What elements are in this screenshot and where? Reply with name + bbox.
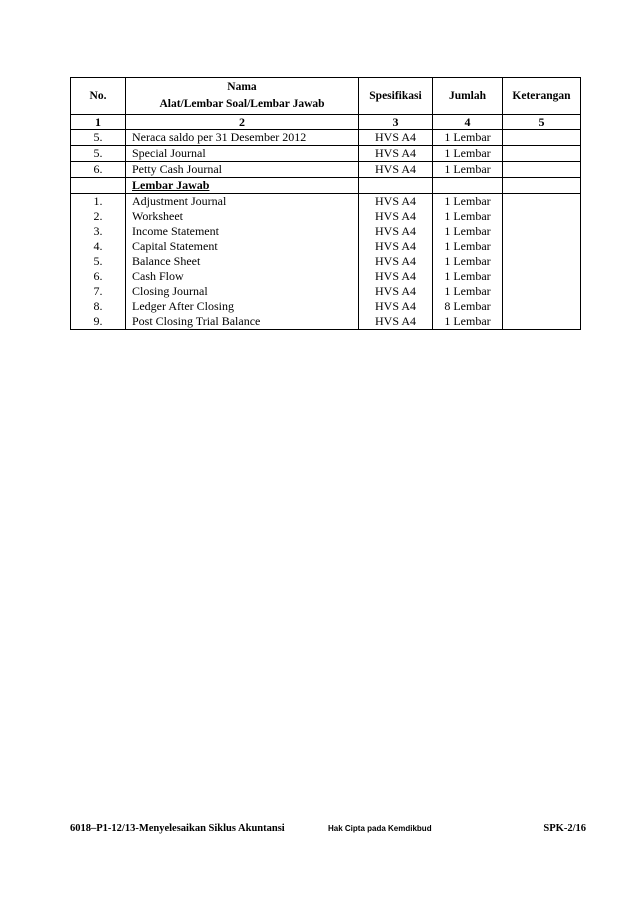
row-spec: HVS A4 bbox=[359, 299, 433, 314]
row-name: Closing Journal bbox=[126, 284, 359, 299]
row-no: 4. bbox=[71, 239, 126, 254]
header-no: No. bbox=[71, 78, 126, 115]
table-row bbox=[71, 146, 581, 162]
row-qty: 1 Lembar bbox=[433, 269, 503, 284]
table-row bbox=[71, 269, 581, 284]
row-note bbox=[503, 299, 581, 314]
table-row bbox=[71, 194, 581, 210]
row-spec: HVS A4 bbox=[359, 194, 433, 210]
row-note bbox=[503, 239, 581, 254]
row-no: 5. bbox=[71, 146, 126, 162]
table-row bbox=[71, 239, 581, 254]
index-cell: 3 bbox=[359, 115, 433, 130]
row-qty: 1 Lembar bbox=[433, 162, 503, 178]
table-row bbox=[71, 314, 581, 330]
row-qty: 1 Lembar bbox=[433, 254, 503, 269]
row-qty: 1 Lembar bbox=[433, 209, 503, 224]
section-label: Lembar Jawab bbox=[132, 178, 210, 192]
header-spec: Spesifikasi bbox=[359, 78, 433, 115]
row-no: 6. bbox=[71, 269, 126, 284]
row-name: Adjustment Journal bbox=[126, 194, 359, 210]
row-qty: 1 Lembar bbox=[433, 284, 503, 299]
row-name: Balance Sheet bbox=[126, 254, 359, 269]
row-name: Worksheet bbox=[126, 209, 359, 224]
row-qty: 1 Lembar bbox=[433, 314, 503, 330]
row-no: 8. bbox=[71, 299, 126, 314]
column-index-row bbox=[71, 115, 581, 130]
section-qty bbox=[433, 178, 503, 194]
header-name-line2: Alat/Lembar Soal/Lembar Jawab bbox=[159, 98, 325, 110]
row-qty: 1 Lembar bbox=[433, 194, 503, 210]
table-row bbox=[71, 299, 581, 314]
header-name bbox=[126, 78, 359, 115]
row-no: 9. bbox=[71, 314, 126, 330]
row-no: 3. bbox=[71, 224, 126, 239]
index-cell: 4 bbox=[433, 115, 503, 130]
row-no: 2. bbox=[71, 209, 126, 224]
row-note bbox=[503, 284, 581, 299]
table-row bbox=[71, 209, 581, 224]
header-name-line1: Nama bbox=[227, 81, 257, 93]
row-spec: HVS A4 bbox=[359, 209, 433, 224]
header-note: Keterangan bbox=[503, 78, 581, 115]
row-note bbox=[503, 162, 581, 178]
row-note bbox=[503, 224, 581, 239]
table-row bbox=[71, 284, 581, 299]
equipment-table bbox=[70, 77, 581, 330]
row-name: Petty Cash Journal bbox=[126, 162, 359, 178]
footer-document-code: 6018–P1-12/13-Menyelesaikan Siklus Akuntansi bbox=[70, 823, 285, 834]
row-spec: HVS A4 bbox=[359, 284, 433, 299]
header-qty: Jumlah bbox=[433, 78, 503, 115]
row-spec: HVS A4 bbox=[359, 224, 433, 239]
footer-copyright: Hak Cipta pada Kemdikbud bbox=[328, 824, 432, 833]
row-name: Cash Flow bbox=[126, 269, 359, 284]
row-no: 5. bbox=[71, 130, 126, 146]
index-cell: 2 bbox=[126, 115, 359, 130]
index-cell: 1 bbox=[71, 115, 126, 130]
row-spec: HVS A4 bbox=[359, 239, 433, 254]
row-note bbox=[503, 209, 581, 224]
section-note bbox=[503, 178, 581, 194]
row-qty: 1 Lembar bbox=[433, 224, 503, 239]
row-spec: HVS A4 bbox=[359, 146, 433, 162]
row-no: 7. bbox=[71, 284, 126, 299]
row-note bbox=[503, 269, 581, 284]
table-row bbox=[71, 162, 581, 178]
index-cell: 5 bbox=[503, 115, 581, 130]
row-note bbox=[503, 146, 581, 162]
table-row bbox=[71, 130, 581, 146]
row-qty: 1 Lembar bbox=[433, 239, 503, 254]
row-name: Capital Statement bbox=[126, 239, 359, 254]
row-note bbox=[503, 130, 581, 146]
row-name: Neraca saldo per 31 Desember 2012 bbox=[126, 130, 359, 146]
section-cell bbox=[126, 178, 359, 194]
section-spec bbox=[359, 178, 433, 194]
row-name: Income Statement bbox=[126, 224, 359, 239]
table-header-row bbox=[71, 78, 581, 115]
row-spec: HVS A4 bbox=[359, 269, 433, 284]
row-name: Special Journal bbox=[126, 146, 359, 162]
row-qty: 8 Lembar bbox=[433, 299, 503, 314]
row-note bbox=[503, 314, 581, 330]
row-spec: HVS A4 bbox=[359, 254, 433, 269]
section-no bbox=[71, 178, 126, 194]
row-name: Ledger After Closing bbox=[126, 299, 359, 314]
row-spec: HVS A4 bbox=[359, 314, 433, 330]
table-row bbox=[71, 254, 581, 269]
row-note bbox=[503, 194, 581, 210]
row-no: 1. bbox=[71, 194, 126, 210]
section-row bbox=[71, 178, 581, 194]
row-no: 6. bbox=[71, 162, 126, 178]
row-name: Post Closing Trial Balance bbox=[126, 314, 359, 330]
row-no: 5. bbox=[71, 254, 126, 269]
row-note bbox=[503, 254, 581, 269]
footer-page-number: SPK-2/16 bbox=[543, 823, 586, 834]
row-qty: 1 Lembar bbox=[433, 130, 503, 146]
row-qty: 1 Lembar bbox=[433, 146, 503, 162]
row-spec: HVS A4 bbox=[359, 162, 433, 178]
row-spec: HVS A4 bbox=[359, 130, 433, 146]
page-footer bbox=[70, 823, 586, 837]
table-row bbox=[71, 224, 581, 239]
